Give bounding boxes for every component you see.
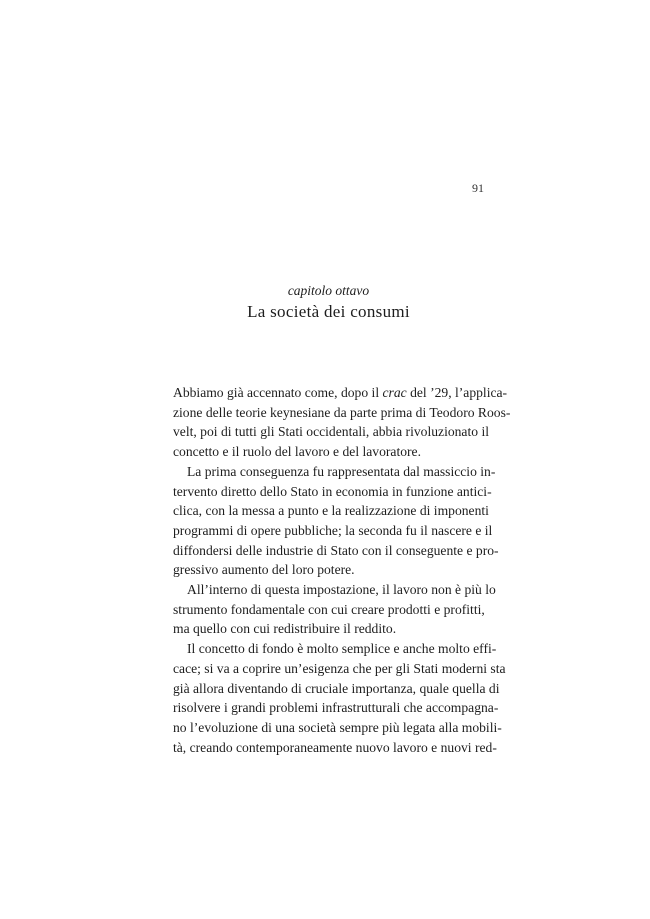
text-line: gressivo aumento del loro potere.	[173, 562, 355, 578]
paragraph	[173, 580, 496, 639]
text-line: La prima conseguenza fu rappresentata dal massiccio in-	[187, 463, 496, 479]
paragraph	[173, 462, 499, 580]
text-line: concetto e il ruolo del lavoro e del lavoratore.	[173, 444, 421, 460]
text-line: diffondersi delle industrie di Stato con il conseguente e pro-	[173, 542, 499, 558]
text-line: clica, con la messa a punto e la realizzazione di imponenti	[173, 503, 489, 519]
text-line: risolvere i grandi problemi infrastrutturali che accompagna-	[173, 700, 499, 716]
page-number: 91	[472, 181, 484, 195]
text-line: Il concetto di fondo è molto semplice e anche molto effi-	[187, 641, 497, 657]
text-line	[173, 383, 508, 403]
body-text	[173, 383, 511, 757]
text-line: velt, poi di tutti gli Stati occidentali, abbia rivoluzionato il	[173, 424, 489, 440]
text-line: strumento fondamentale con cui creare prodotti e profitti,	[173, 601, 485, 617]
text-segment: Abbiamo già accennato come, dopo il	[173, 385, 383, 400]
text-line: cace; si va a coprire un’esigenza che per gli Stati moderni sta	[173, 660, 506, 676]
chapter-label: capitolo ottavo	[287, 283, 370, 298]
text-line: programmi di opere pubbliche; la seconda fu il nascere e il	[173, 522, 493, 538]
text-line: tà, creando contemporaneamente nuovo lavoro e nuovi red-	[173, 739, 497, 755]
paragraph	[173, 383, 511, 462]
text-line: già allora diventando di cruciale importanza, quale quella di	[173, 680, 500, 696]
text-segment: del ’29, l’applica-	[406, 385, 508, 400]
paragraph	[173, 639, 506, 757]
text-line: ma quello con cui redistribuire il reddito.	[173, 621, 397, 637]
text-line: zione delle teorie keynesiane da parte prima di Teodoro Roos-	[173, 404, 511, 420]
text-line: tervento diretto dello Stato in economia in funzione antici-	[173, 483, 492, 499]
chapter-title: La società dei consumi	[247, 302, 410, 321]
text-line: All’interno di questa impostazione, il lavoro non è più lo	[187, 582, 496, 598]
italic-term: crac	[382, 385, 407, 400]
text-line: no l’evoluzione di una società sempre più legata alla mobili-	[173, 719, 502, 735]
